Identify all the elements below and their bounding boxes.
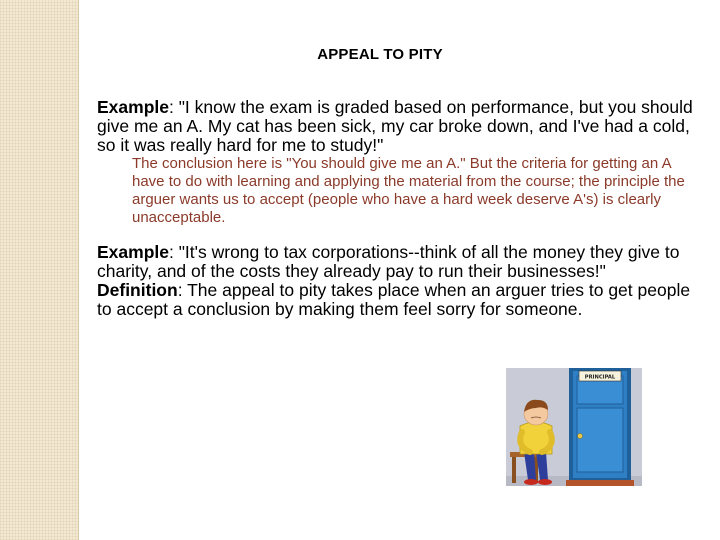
example-1-paragraph <box>97 98 697 155</box>
door-knob <box>578 434 583 439</box>
door-mat <box>566 480 634 486</box>
definition-label: Definition <box>97 280 178 300</box>
definition-text: : The appeal to pity takes place when an arguer tries to get people to accept a conclusion by making them feel sorry for someone. <box>97 280 691 319</box>
example-2-text: : "It's wrong to tax corporations--think of all the money they give to charity, and of the costs they already pay to run their businesses!" <box>97 242 680 281</box>
student-shoes <box>524 479 538 485</box>
decorative-side-band <box>0 0 79 540</box>
example-2-label: Example <box>97 242 169 262</box>
example-1-text: : "I know the exam is graded based on performance, but you should give me an A. My cat has been sick, my car broke down, and I've had a cold, so it was really hard for me to study!" <box>97 97 693 155</box>
slide-title: APPEAL TO PITY <box>317 46 443 63</box>
sad-student-illustration <box>506 368 642 496</box>
door-sign-text: PRINCIPAL <box>584 374 616 381</box>
explanation-paragraph: The conclusion here is "You should give me an A." But the criteria for getting an A have to do with learning and applying the material from the course; the principle the arguer wants us to accept (people who have a hard week deserve A's) is clearly unacceptable. <box>132 155 685 226</box>
example-1-label: Example <box>97 97 169 117</box>
example-2-and-definition-block <box>97 243 697 319</box>
